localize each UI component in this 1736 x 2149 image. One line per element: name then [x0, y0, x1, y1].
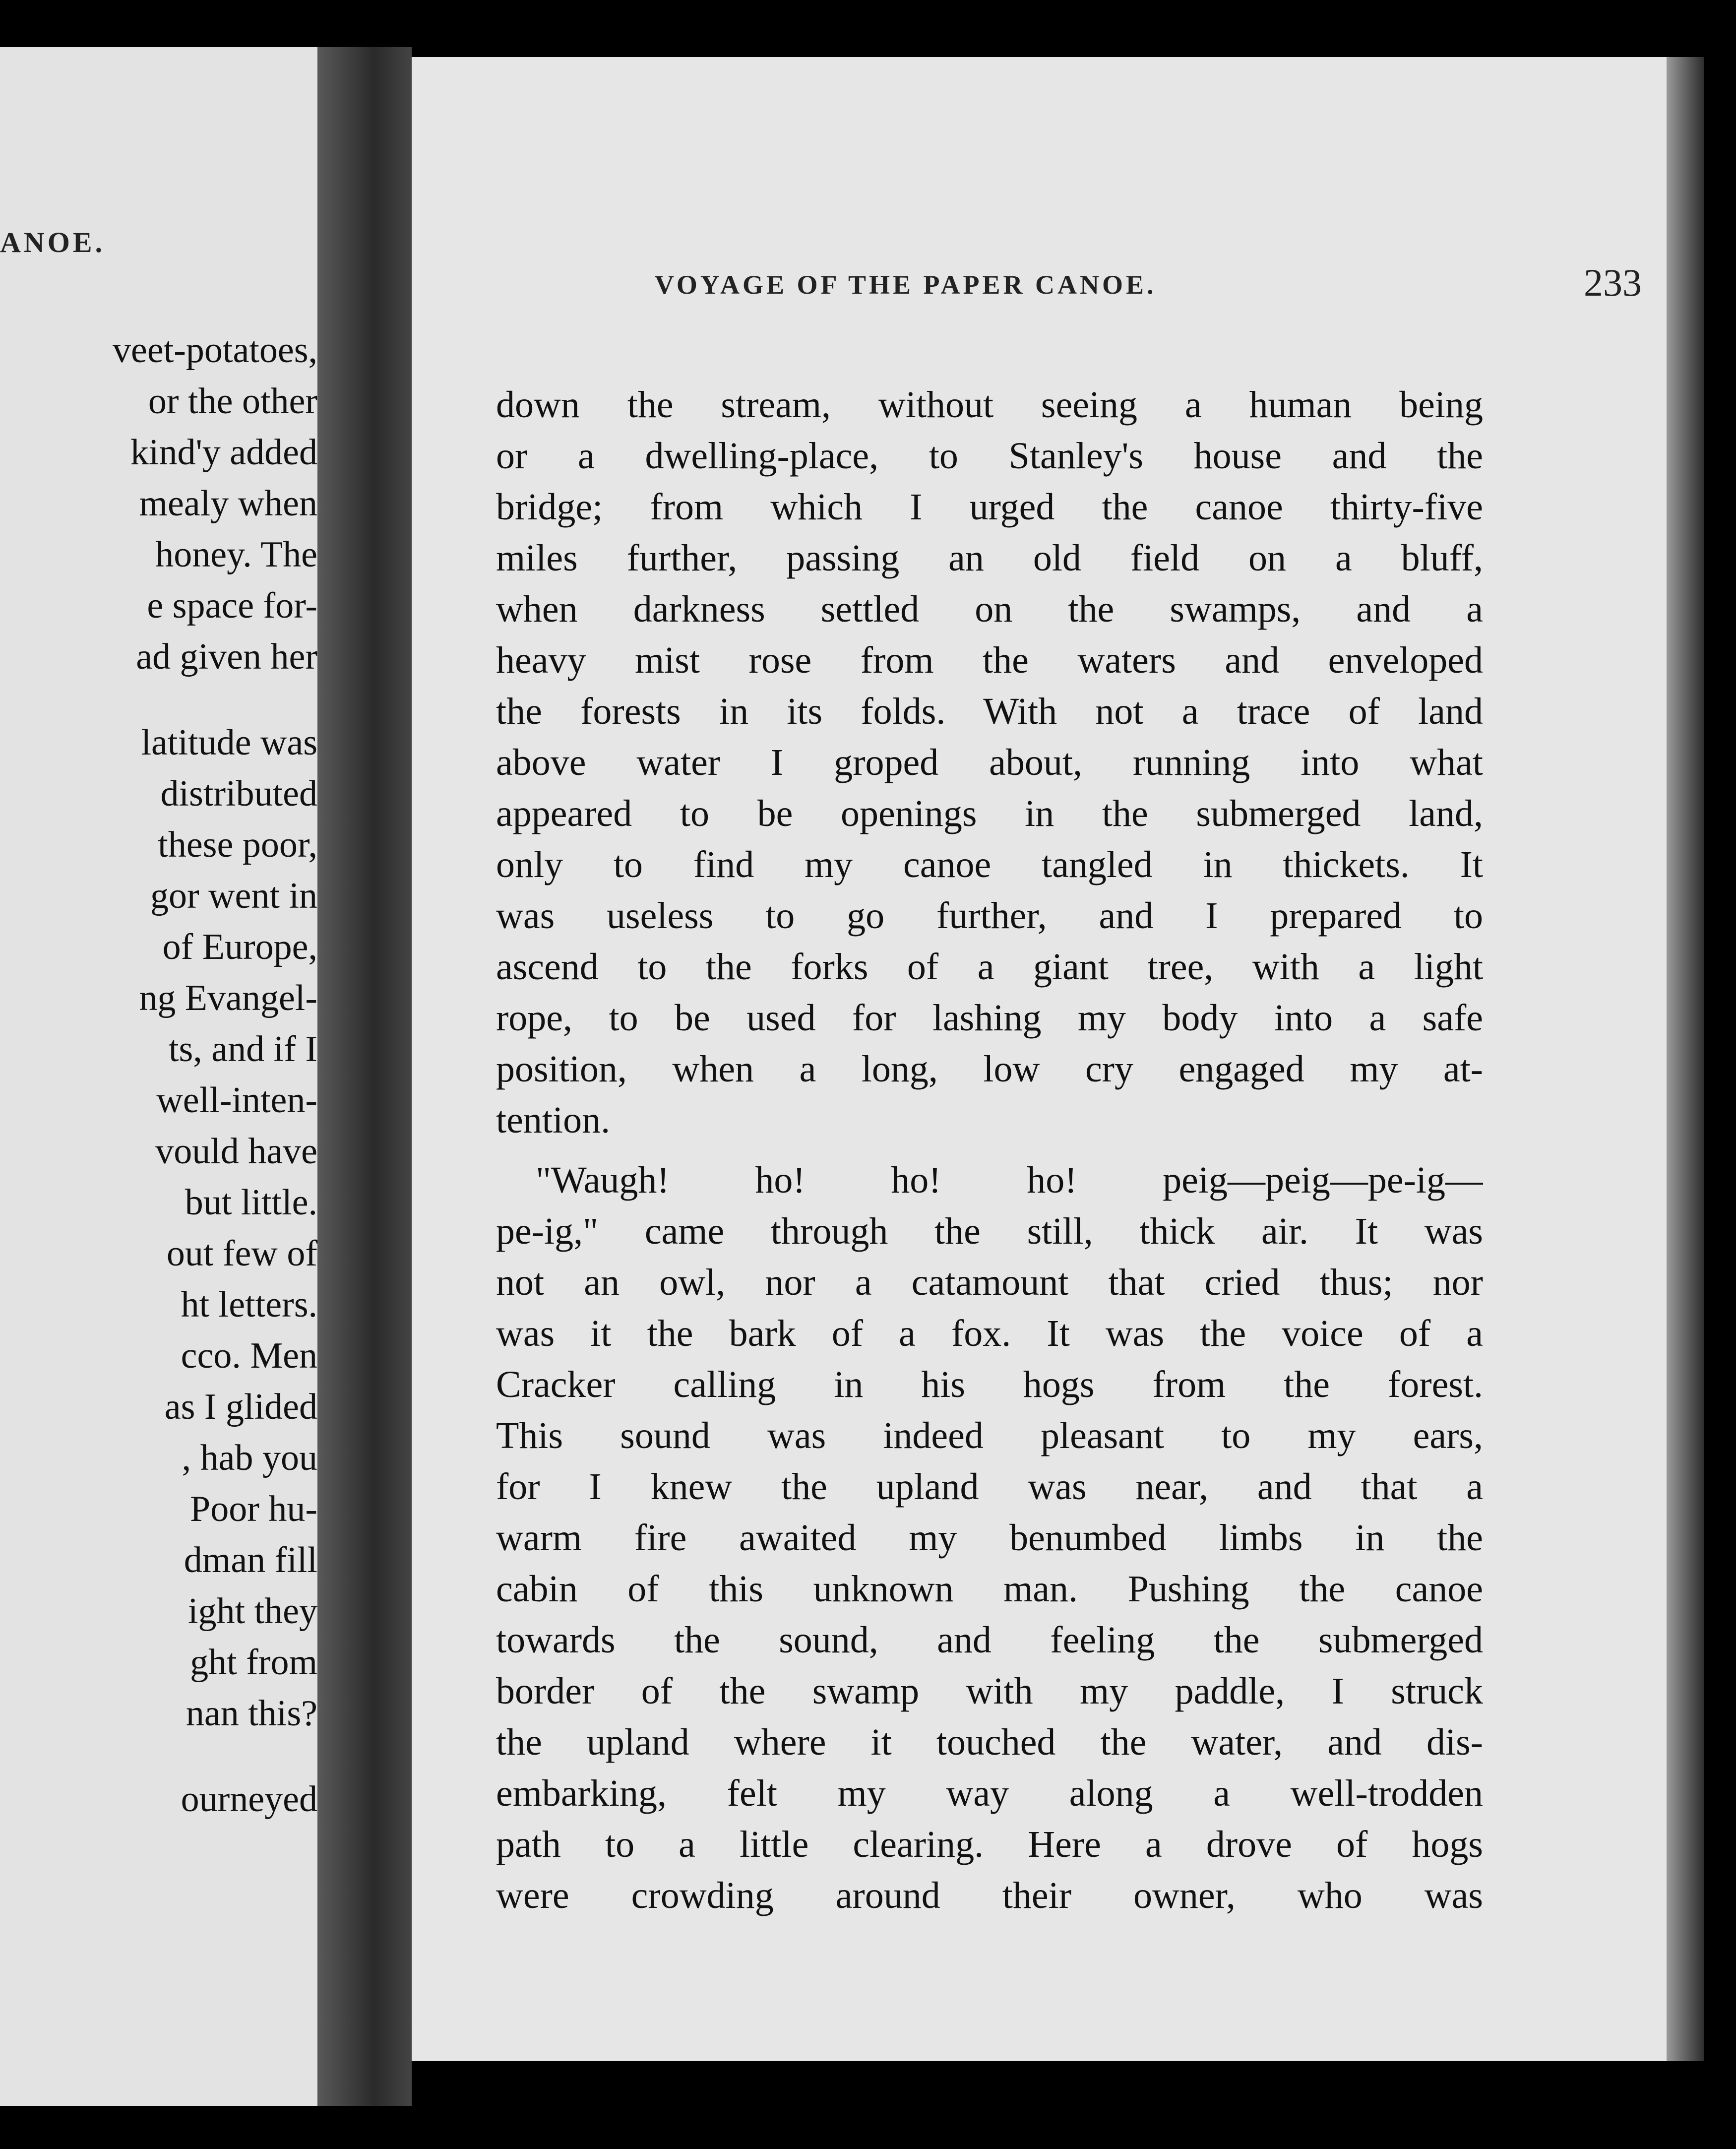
- text-line: "Waugh! ho! ho! ho! peig—peig—pe-ig—: [536, 1159, 1483, 1201]
- left-text-line: vould have: [155, 1131, 317, 1172]
- running-title: VOYAGE OF THE PAPER CANOE.: [655, 270, 1157, 300]
- text-line: only to find my canoe tangled in thickets. It: [496, 844, 1483, 885]
- left-text-line: ourneyed: [181, 1779, 317, 1820]
- text-line: the upland where it touched the water, and dis-: [496, 1721, 1483, 1763]
- left-text-line: nan this?: [186, 1693, 317, 1734]
- text-line: when darkness settled on the swamps, and a: [496, 588, 1483, 630]
- left-text-line: cco. Men: [181, 1335, 317, 1376]
- text-line: This sound was indeed pleasant to my ears,: [496, 1415, 1483, 1456]
- text-line: was useless to go further, and I prepared to: [496, 895, 1483, 937]
- text-line: rope, to be used for lashing my body into a safe: [496, 997, 1483, 1039]
- left-text-line: gor went in: [150, 876, 317, 916]
- body-text: [496, 379, 1483, 1921]
- left-running-head: ANOE.: [0, 226, 106, 258]
- left-text-line: as I glided: [164, 1387, 317, 1427]
- text-line: pe-ig," came through the still, thick air. It was: [496, 1210, 1483, 1252]
- text-line: for I knew the upland was near, and that a: [496, 1466, 1483, 1508]
- left-text-line: kind'y added: [130, 432, 317, 473]
- left-page-fragment: [0, 47, 332, 2106]
- text-line: appeared to be openings in the submerged land,: [496, 793, 1483, 834]
- left-text-line: e space for-: [147, 585, 317, 626]
- text-line: towards the sound, and feeling the submerged: [496, 1619, 1483, 1661]
- text-line: was it the bark of a fox. It was the voice of a: [496, 1313, 1483, 1354]
- left-text-line: these poor,: [158, 824, 317, 865]
- left-text-line: ts, and if I: [168, 1029, 317, 1070]
- text-line: not an owl, nor a catamount that cried thus; nor: [496, 1262, 1483, 1303]
- left-text-line: well-inten-: [156, 1080, 317, 1121]
- left-page-text: [0, 325, 317, 1825]
- text-line: were crowding around their owner, who was: [496, 1875, 1483, 1916]
- page-edge: [1667, 57, 1704, 2061]
- text-line: bridge; from which I urged the canoe thirty-five: [496, 486, 1483, 528]
- left-text-line: ight they: [187, 1591, 317, 1632]
- text-line: ascend to the forks of a giant tree, with a light: [496, 946, 1483, 988]
- text-line: tention.: [496, 1099, 611, 1141]
- running-head: [655, 260, 1642, 305]
- text-line: warm fire awaited my benumbed limbs in the: [496, 1517, 1483, 1559]
- left-text-line: ad given her: [136, 636, 317, 677]
- text-line: Cracker calling in his hogs from the forest.: [496, 1364, 1483, 1405]
- page-number: 233: [1584, 261, 1642, 304]
- paragraph-1: [496, 379, 1483, 1146]
- text-line: above water I groped about, running into what: [496, 742, 1483, 783]
- left-text-line: ng Evangel-: [139, 978, 317, 1018]
- text-line: or a dwelling-place, to Stanley's house and the: [496, 435, 1483, 477]
- left-text-line: ght from: [190, 1642, 317, 1683]
- text-line: miles further, passing an old field on a bluff,: [496, 537, 1483, 579]
- text-line: border of the swamp with my paddle, I struck: [496, 1670, 1483, 1712]
- book-gutter: [317, 47, 412, 2106]
- right-page: [412, 57, 1667, 2061]
- left-text-line: veet-potatoes,: [113, 330, 317, 371]
- left-text-line: latitude was: [141, 722, 317, 763]
- text-line: position, when a long, low cry engaged my at-: [496, 1048, 1483, 1090]
- left-text-line: ht letters.: [181, 1284, 317, 1325]
- left-text-line: or the other: [148, 381, 317, 422]
- text-line: the forests in its folds. With not a trace of land: [496, 691, 1483, 732]
- text-line: embarking, felt my way along a well-trodden: [496, 1772, 1483, 1814]
- left-text-line: mealy when: [139, 483, 317, 524]
- left-text-line: , hab you: [182, 1438, 317, 1478]
- left-text-line: honey. The: [155, 534, 317, 575]
- left-text-line: distributed: [160, 773, 317, 814]
- text-line: cabin of this unknown man. Pushing the canoe: [496, 1568, 1483, 1610]
- left-text-line: dman fill: [184, 1540, 317, 1580]
- left-text-line: out few of: [166, 1233, 317, 1274]
- paragraph-2: [496, 1155, 1483, 1921]
- left-text-line: Poor hu-: [190, 1489, 317, 1529]
- left-text-line: of Europe,: [162, 927, 317, 967]
- text-line: path to a little clearing. Here a drove of hogs: [496, 1824, 1483, 1865]
- text-line: heavy mist rose from the waters and enveloped: [496, 639, 1483, 681]
- text-line: down the stream, without seeing a human being: [496, 384, 1483, 426]
- left-text-line: but little.: [185, 1182, 317, 1223]
